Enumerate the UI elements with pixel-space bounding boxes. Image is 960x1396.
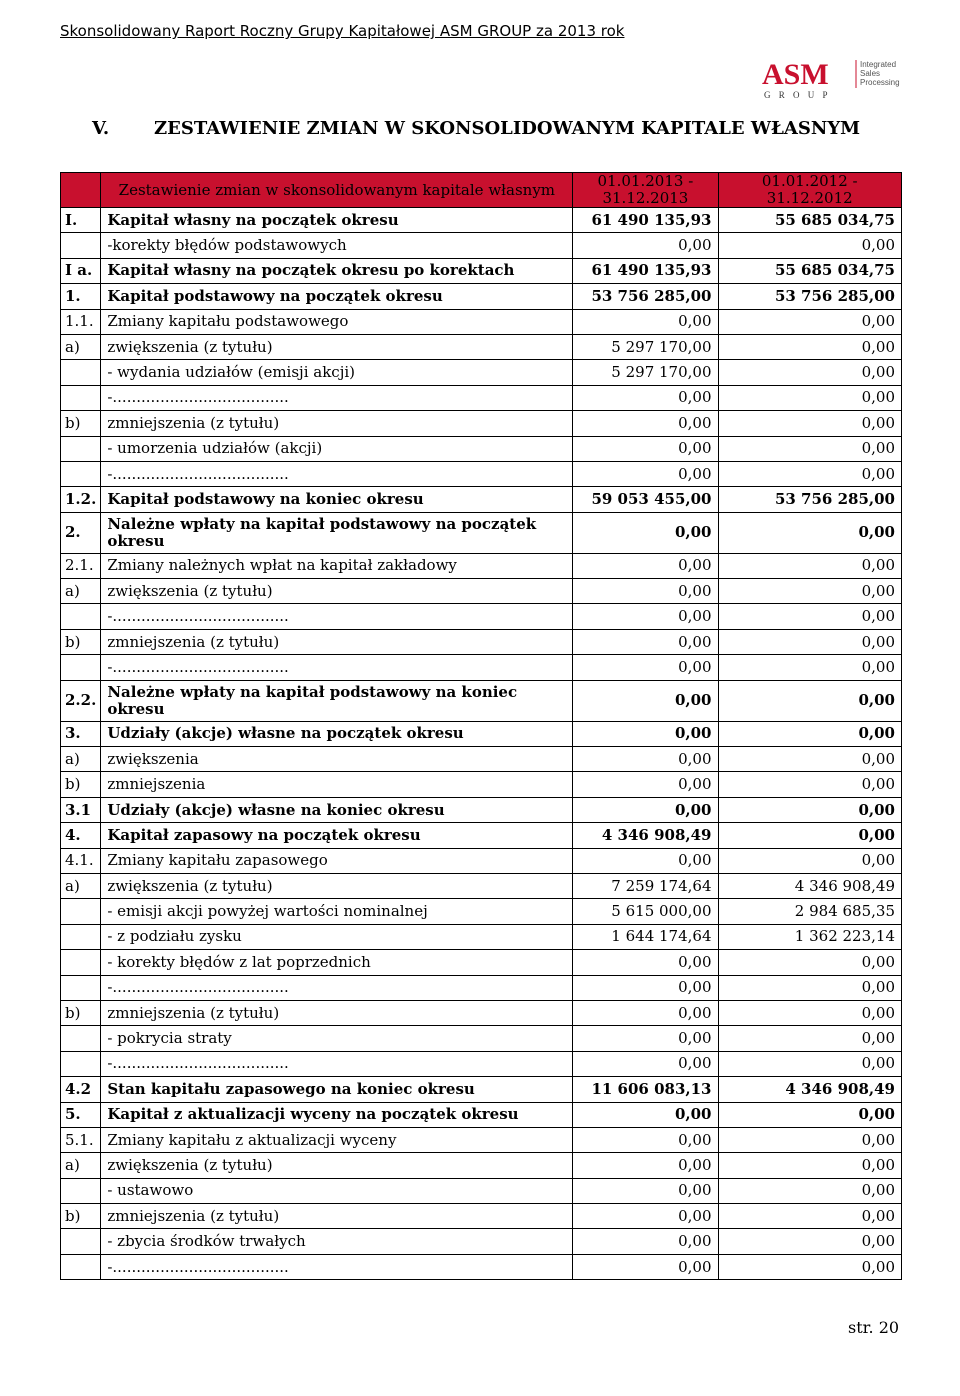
row-value-2013-cell: 0,00 [573,1204,718,1229]
row-label-cell: -korekty błędów podstawowych [101,233,573,258]
row-value-2013-cell: 0,00 [573,1026,718,1051]
row-value-2013-cell: 0,00 [573,1153,718,1178]
row-number-cell [61,385,101,410]
row-number-cell: b) [61,1000,101,1025]
table-row [61,1178,902,1203]
row-value-2013-cell: 5 615 000,00 [573,899,718,924]
row-value-2012-cell: 55 685 034,75 [718,208,902,233]
row-label-cell: zmniejszenia (z tytułu) [101,629,573,654]
row-label-cell: zmniejszenia (z tytułu) [101,1000,573,1025]
row-number-cell: b) [61,629,101,654]
row-value-2012-cell: 0,00 [718,950,902,975]
table-row [61,655,902,680]
row-label-cell: zwiększenia (z tytułu) [101,873,573,898]
row-value-2012-cell: 0,00 [718,1178,902,1203]
row-label-cell: Kapitał własny na początek okresu [101,208,573,233]
table-row [61,1077,902,1102]
row-value-2013-cell: 0,00 [573,1000,718,1025]
asm-group-logo [760,58,905,100]
row-label-cell: Kapitał podstawowy na koniec okresu [101,487,573,512]
row-number-cell: b) [61,1204,101,1229]
row-number-cell: 2. [61,512,101,553]
row-value-2013-cell: 0,00 [573,848,718,873]
row-label-cell: Stan kapitału zapasowego na koniec okresu [101,1077,573,1102]
table-row [61,1204,902,1229]
row-value-2012-cell: 0,00 [718,975,902,1000]
row-value-2012-cell: 0,00 [718,233,902,258]
row-number-cell: 3.1 [61,797,101,822]
row-value-2013-cell: 0,00 [573,579,718,604]
row-value-2012-cell: 0,00 [718,1026,902,1051]
table-row [61,772,902,797]
row-label-cell: - z podziału zysku [101,924,573,949]
table-row [61,334,902,359]
row-value-2012-cell: 0,00 [718,1051,902,1076]
row-value-2013-cell: 53 756 285,00 [573,284,718,309]
row-value-2012-cell: 4 346 908,49 [718,1077,902,1102]
table-row [61,284,902,309]
row-value-2012-cell: 0,00 [718,848,902,873]
table-row [61,1051,902,1076]
table-row [61,629,902,654]
row-number-cell: 4.2 [61,1077,101,1102]
table-row [61,899,902,924]
row-number-cell: 5. [61,1102,101,1127]
table-row [61,258,902,283]
row-value-2012-cell: 0,00 [718,436,902,461]
row-label-cell: -..................................... [101,1254,573,1279]
row-value-2013-cell: 0,00 [573,233,718,258]
table-row [61,1102,902,1127]
row-value-2013-cell: 0,00 [573,436,718,461]
row-value-2012-cell: 0,00 [718,309,902,334]
row-value-2012-cell: 0,00 [718,1254,902,1279]
row-value-2013-cell: 59 053 455,00 [573,487,718,512]
section-number: V. [92,118,110,139]
svg-text:G R O U P: G R O U P [764,90,831,100]
row-number-cell [61,1254,101,1279]
table-row [61,848,902,873]
row-number-cell [61,604,101,629]
row-label-cell: zwiększenia (z tytułu) [101,579,573,604]
row-value-2013-cell: 0,00 [573,747,718,772]
row-number-cell: a) [61,873,101,898]
row-number-cell: 1.2. [61,487,101,512]
row-value-2013-cell: 0,00 [573,721,718,746]
row-label-cell: Zmiany kapitału zapasowego [101,848,573,873]
row-value-2012-cell: 53 756 285,00 [718,284,902,309]
row-value-2012-cell: 0,00 [718,747,902,772]
svg-text:Integrated: Integrated [860,60,897,69]
row-label-cell: Zmiany należnych wpłat na kapitał zakładowy [101,553,573,578]
row-label-cell: -..................................... [101,1051,573,1076]
table-row [61,309,902,334]
table-row [61,579,902,604]
row-number-cell [61,899,101,924]
table-row [61,823,902,848]
row-label-cell: - emisji akcji powyżej wartości nominalnej [101,899,573,924]
svg-text:Processing: Processing [860,78,900,87]
table-row [61,1229,902,1254]
row-value-2013-cell: 0,00 [573,1178,718,1203]
row-value-2012-cell: 2 984 685,35 [718,899,902,924]
row-number-cell [61,950,101,975]
table-row [61,1000,902,1025]
table-row [61,680,902,721]
row-value-2013-cell: 0,00 [573,797,718,822]
table-header-row [61,173,902,208]
row-number-cell: a) [61,1153,101,1178]
equity-changes-table [60,172,902,1280]
row-label-cell: - pokrycia straty [101,1026,573,1051]
svg-text:ASM: ASM [762,58,829,91]
row-value-2013-cell: 4 346 908,49 [573,823,718,848]
row-value-2012-cell: 0,00 [718,721,902,746]
row-value-2013-cell: 0,00 [573,604,718,629]
row-label-cell: -..................................... [101,975,573,1000]
table-row [61,797,902,822]
row-number-cell: I. [61,208,101,233]
page-number: str. 20 [848,1318,900,1337]
row-value-2013-cell: 0,00 [573,629,718,654]
section-title-text: ZESTAWIENIE ZMIAN W SKONSOLIDOWANYM KAPITALE WŁASNYM [154,118,861,139]
row-number-cell: a) [61,334,101,359]
table-row [61,385,902,410]
row-label-cell: -..................................... [101,604,573,629]
row-value-2012-cell: 0,00 [718,411,902,436]
row-value-2013-cell: 0,00 [573,680,718,721]
row-value-2013-cell: 7 259 174,64 [573,873,718,898]
row-value-2012-cell: 0,00 [718,334,902,359]
row-number-cell: 3. [61,721,101,746]
table-row [61,233,902,258]
table-row [61,1254,902,1279]
table-row [61,512,902,553]
row-label-cell: Zmiany kapitału z aktualizacji wyceny [101,1127,573,1152]
row-number-cell [61,655,101,680]
row-number-cell [61,1229,101,1254]
row-number-cell: b) [61,772,101,797]
table-row [61,950,902,975]
row-value-2013-cell: 5 297 170,00 [573,334,718,359]
row-label-cell: -..................................... [101,461,573,486]
row-number-cell [61,1051,101,1076]
row-label-cell: - wydania udziałów (emisji akcji) [101,360,573,385]
row-label-cell: zmniejszenia (z tytułu) [101,411,573,436]
table-row [61,208,902,233]
row-label-cell: zmniejszenia [101,772,573,797]
row-number-cell: a) [61,579,101,604]
row-value-2012-cell: 0,00 [718,772,902,797]
row-label-cell: zmniejszenia (z tytułu) [101,1204,573,1229]
row-number-cell: 2.2. [61,680,101,721]
header-label-cell: Zestawienie zmian w skonsolidowanym kapitale własnym [101,173,573,208]
row-label-cell: Zmiany kapitału podstawowego [101,309,573,334]
row-value-2013-cell: 0,00 [573,385,718,410]
table-row [61,360,902,385]
row-number-cell [61,461,101,486]
header-num-cell [61,173,101,208]
row-value-2012-cell: 0,00 [718,360,902,385]
table-row [61,487,902,512]
row-value-2012-cell: 0,00 [718,461,902,486]
row-value-2012-cell: 0,00 [718,629,902,654]
row-value-2012-cell: 0,00 [718,680,902,721]
row-value-2012-cell: 0,00 [718,1153,902,1178]
row-value-2012-cell: 0,00 [718,512,902,553]
row-value-2013-cell: 0,00 [573,975,718,1000]
row-value-2013-cell: 0,00 [573,772,718,797]
row-value-2013-cell: 0,00 [573,553,718,578]
row-value-2012-cell: 0,00 [718,1000,902,1025]
row-label-cell: Należne wpłaty na kapitał podstawowy na koniec okresu [101,680,573,721]
row-label-cell: Udziały (akcje) własne na początek okresu [101,721,573,746]
row-value-2012-cell: 0,00 [718,1102,902,1127]
row-label-cell: - ustawowo [101,1178,573,1203]
row-label-cell: zwiększenia (z tytułu) [101,334,573,359]
row-value-2012-cell: 0,00 [718,1229,902,1254]
row-value-2012-cell: 0,00 [718,797,902,822]
row-number-cell: 1. [61,284,101,309]
section-title [92,118,860,139]
table-row [61,604,902,629]
row-value-2013-cell: 0,00 [573,1127,718,1152]
row-value-2012-cell: 0,00 [718,579,902,604]
row-value-2013-cell: 0,00 [573,950,718,975]
row-number-cell: 2.1. [61,553,101,578]
svg-text:Sales: Sales [860,69,881,78]
header-period-2012: 01.01.2012 - 31.12.2012 [718,173,902,208]
table-row [61,747,902,772]
row-label-cell: zwiększenia [101,747,573,772]
table-row [61,924,902,949]
row-number-cell: 5.1. [61,1127,101,1152]
row-value-2013-cell: 1 644 174,64 [573,924,718,949]
row-number-cell: 4.1. [61,848,101,873]
row-number-cell [61,924,101,949]
row-value-2013-cell: 5 297 170,00 [573,360,718,385]
table-row [61,553,902,578]
row-label-cell: - korekty błędów z lat poprzednich [101,950,573,975]
table-row [61,461,902,486]
table-row [61,1026,902,1051]
row-value-2012-cell: 55 685 034,75 [718,258,902,283]
row-value-2013-cell: 0,00 [573,512,718,553]
row-number-cell: a) [61,747,101,772]
row-number-cell: 1.1. [61,309,101,334]
row-value-2013-cell: 0,00 [573,1229,718,1254]
row-value-2012-cell: 4 346 908,49 [718,873,902,898]
row-value-2012-cell: 0,00 [718,1127,902,1152]
row-label-cell: -..................................... [101,385,573,410]
row-number-cell: I a. [61,258,101,283]
row-value-2012-cell: 53 756 285,00 [718,487,902,512]
row-value-2013-cell: 0,00 [573,461,718,486]
row-value-2013-cell: 0,00 [573,411,718,436]
row-value-2013-cell: 0,00 [573,1051,718,1076]
row-label-cell: - zbycia środków trwałych [101,1229,573,1254]
row-value-2013-cell: 0,00 [573,1102,718,1127]
row-value-2012-cell: 0,00 [718,553,902,578]
row-label-cell: Należne wpłaty na kapitał podstawowy na początek okresu [101,512,573,553]
header-period-2013: 01.01.2013 - 31.12.2013 [573,173,718,208]
row-label-cell: Udziały (akcje) własne na koniec okresu [101,797,573,822]
row-value-2013-cell: 11 606 083,13 [573,1077,718,1102]
row-number-cell [61,436,101,461]
row-value-2012-cell: 0,00 [718,823,902,848]
row-number-cell: b) [61,411,101,436]
row-number-cell: 4. [61,823,101,848]
row-label-cell: Kapitał z aktualizacji wyceny na początek okresu [101,1102,573,1127]
row-number-cell [61,1026,101,1051]
table-row [61,975,902,1000]
table-row [61,721,902,746]
row-value-2013-cell: 61 490 135,93 [573,208,718,233]
row-value-2013-cell: 0,00 [573,1254,718,1279]
row-number-cell [61,233,101,258]
row-label-cell: Kapitał zapasowy na początek okresu [101,823,573,848]
table-row [61,411,902,436]
row-value-2012-cell: 0,00 [718,655,902,680]
row-number-cell [61,975,101,1000]
row-label-cell: Kapitał podstawowy na początek okresu [101,284,573,309]
row-value-2012-cell: 0,00 [718,604,902,629]
row-value-2013-cell: 0,00 [573,655,718,680]
row-value-2013-cell: 61 490 135,93 [573,258,718,283]
document-header-title: Skonsolidowany Raport Roczny Grupy Kapitałowej ASM GROUP za 2013 rok [60,22,625,40]
row-number-cell [61,360,101,385]
table-row [61,436,902,461]
row-label-cell: - umorzenia udziałów (akcji) [101,436,573,461]
table-row [61,1127,902,1152]
row-label-cell: -..................................... [101,655,573,680]
row-label-cell: zwiększenia (z tytułu) [101,1153,573,1178]
table-row [61,873,902,898]
row-number-cell [61,1178,101,1203]
row-value-2012-cell: 0,00 [718,1204,902,1229]
row-value-2013-cell: 0,00 [573,309,718,334]
table-row [61,1153,902,1178]
row-value-2012-cell: 0,00 [718,385,902,410]
row-label-cell: Kapitał własny na początek okresu po korektach [101,258,573,283]
row-value-2012-cell: 1 362 223,14 [718,924,902,949]
